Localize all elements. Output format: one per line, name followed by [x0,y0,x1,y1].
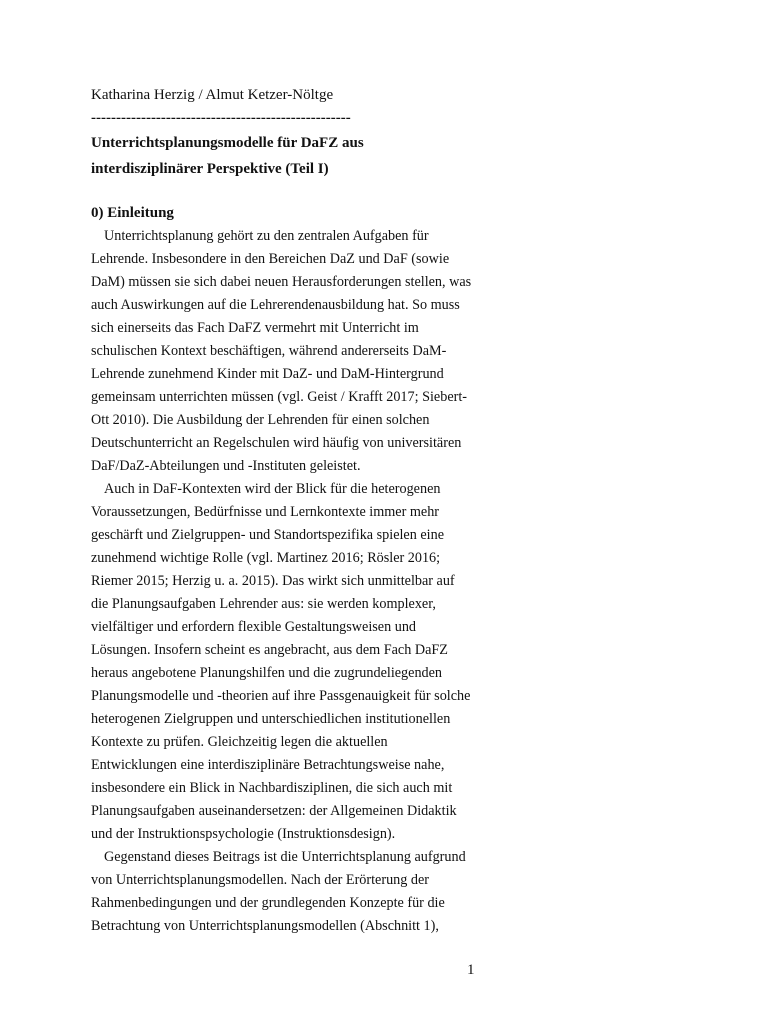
paragraph-line: Riemer 2015; Herzig u. a. 2015). Das wirkt sich unmittelbar auf [91,573,455,589]
section-heading: 0) Einleitung [91,205,174,221]
paragraph-line: Rahmenbedingungen und der grundlegenden Konzepte für die [91,895,445,911]
title-line: interdisziplinärer Perspektive (Teil I) [91,161,329,177]
paragraph-line: Betrachtung von Unterrichtsplanungsmodellen (Abschnitt 1), [91,918,439,934]
document-title [91,130,483,182]
paragraph-line: sich einerseits das Fach DaFZ vermehrt mit Unterricht im [91,320,419,336]
paragraph-line: Gegenstand dieses Beitrags ist die Unterrichtsplanung aufgrund [104,849,466,865]
page-number: 1 [467,962,475,978]
paragraph [91,225,483,478]
paragraph-line: Planungsaufgaben auseinandersetzen: der Allgemeinen Didaktik [91,803,457,819]
paragraph-line: die Planungsaufgaben Lehrender aus: sie werden komplexer, [91,596,436,612]
paragraph-line: Unterrichtsplanung gehört zu den zentralen Aufgaben für [104,228,429,244]
paragraph-line: Lehrende zunehmend Kinder mit DaZ- und DaM-Hintergrund [91,366,444,382]
paragraph-line: gemeinsam unterrichten müssen (vgl. Geist / Krafft 2017; Siebert- [91,389,468,405]
paragraph [91,478,483,846]
paragraph-line: Lösungen. Insofern scheint es angebracht, aus dem Fach DaFZ [91,642,448,658]
document-page [91,84,483,938]
separator-rule: ---------------------------------------------------- [91,110,351,126]
paragraph [91,846,483,938]
paragraph-line: Ott 2010). Die Ausbildung der Lehrenden für einen solchen [91,412,430,428]
paragraph-line: schulischen Kontext beschäftigen, während andererseits DaM- [91,343,447,359]
paragraph-line: DaF/DaZ-Abteilungen und -Instituten geleistet. [91,458,361,474]
paragraph-line: insbesondere ein Blick in Nachbardisziplinen, die sich auch mit [91,780,453,796]
paragraph-line: Deutschunterricht an Regelschulen wird häufig von universitären [91,435,462,451]
paragraph-line: Entwicklungen eine interdisziplinäre Betrachtungsweise nahe, [91,757,445,773]
paragraph-line: und der Instruktionspsychologie (Instruktionsdesign). [91,826,396,842]
paragraph-line: heraus angebotene Planungshilfen und die zugrundeliegenden [91,665,443,681]
paragraph-line: Auch in DaF-Kontexten wird der Blick für die heterogenen [104,481,441,497]
paragraph-line: DaM) müssen sie sich dabei neuen Herausforderungen stellen, was [91,274,472,290]
paragraph-line: vielfältiger und erfordern flexible Gestaltungsweisen und [91,619,417,635]
paragraph-line: heterogenen Zielgruppen und unterschiedlichen institutionellen [91,711,451,727]
paragraph-line: Lehrende. Insbesondere in den Bereichen DaZ und DaF (sowie [91,251,450,267]
paragraph-line: Planungsmodelle und -theorien auf ihre Passgenauigkeit für solche [91,688,471,704]
body-text [91,225,483,938]
authors-line: Katharina Herzig / Almut Ketzer-Nöltge [91,87,334,103]
paragraph-line: zunehmend wichtige Rolle (vgl. Martinez 2016; Rösler 2016; [91,550,441,566]
paragraph-line: auch Auswirkungen auf die Lehrerendenausbildung hat. So muss [91,297,460,313]
title-line: Unterrichtsplanungsmodelle für DaFZ aus [91,135,364,151]
paragraph-line: Kontexte zu prüfen. Gleichzeitig legen die aktuellen [91,734,388,750]
paragraph-line: geschärft und Zielgruppen- und Standortspezifika spielen eine [91,527,444,543]
paragraph-line: von Unterrichtsplanungsmodellen. Nach der Erörterung der [91,872,430,888]
paragraph-line: Voraussetzungen, Bedürfnisse und Lernkontexte immer mehr [91,504,440,520]
